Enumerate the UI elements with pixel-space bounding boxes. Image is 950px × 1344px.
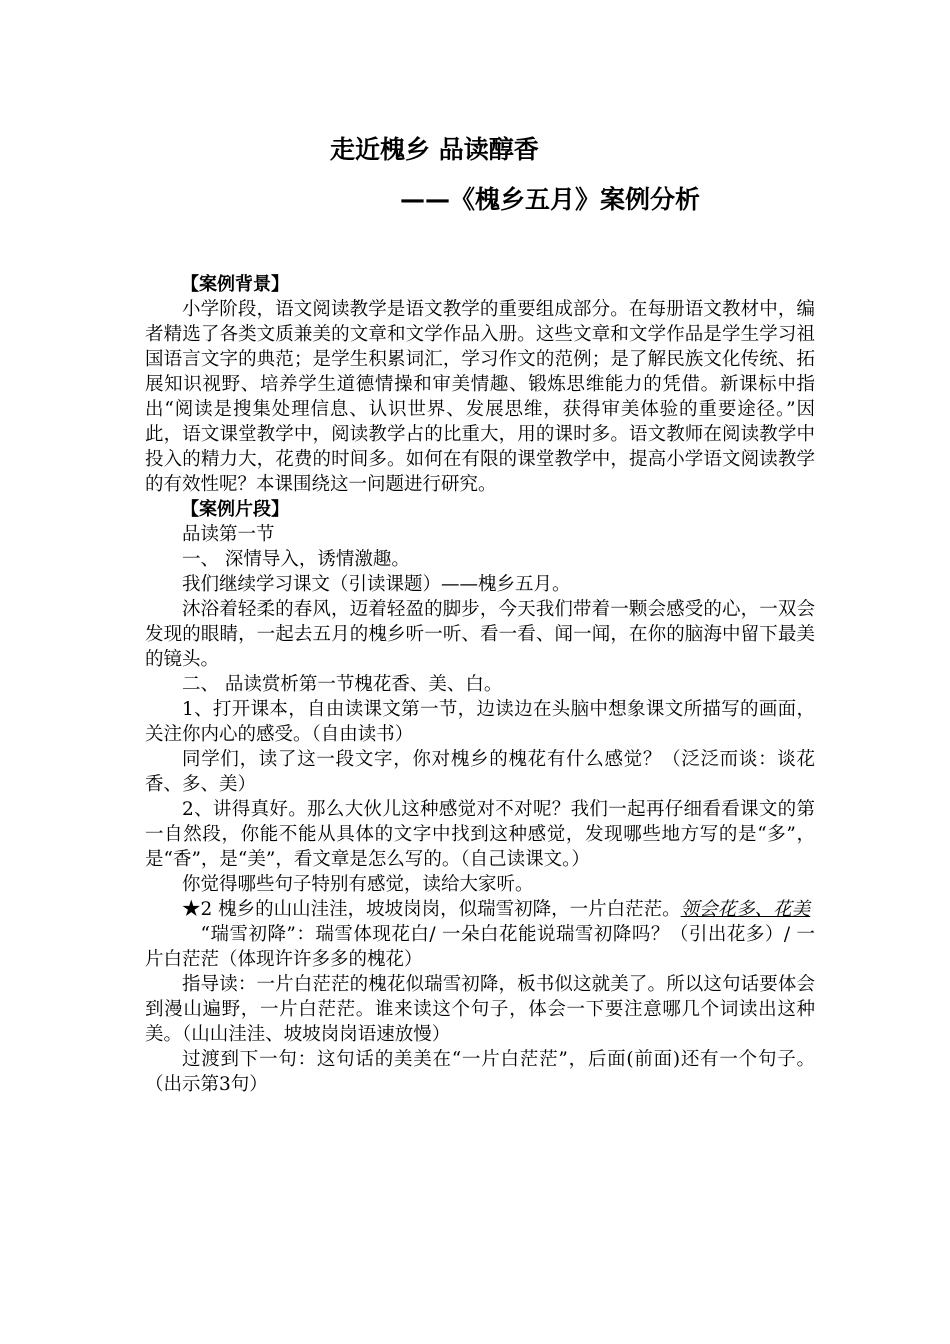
document-subtitle: ——《槐乡五月》案例分析 [400,185,701,214]
fragment-paragraph: 过渡到下一句：这句话的美美在“一片白茫茫”，后面(前面)还有一个句子。（出示第3句） [145,1049,815,1095]
fragment-paragraph: 二、 品读赏析第一节槐花香、美、白。 [182,674,503,695]
fragment-paragraph: 指导读：一片白茫茫的槐花似瑞雪初降，板书似这就美了。所以这句话要体会到漫山遍野，一片白茫茫。谁来读这个句子，体会一下要注意哪几个词读出这种美。（山山洼洼、坡坡岗岗语速放慢） [145,974,815,1045]
fragment-paragraph: 同学们，读了这一段文字，你对槐乡的槐花有什么感觉？（泛泛而谈：谈花香、多、美） [145,749,815,795]
fragment-paragraph: 品读第一节 [182,524,275,545]
section-heading-background: 【案例背景】 [181,274,289,295]
document-body [145,272,815,1097]
fragment-paragraph: 我们继续学习课文（引读课题）——槐乡五月。 [182,574,571,595]
starred-sentence: ★2 槐乡的山山洼洼，坡坡岗岗，似瑞雪初降，一片白茫茫。 [182,899,681,920]
fragment-paragraph: 1、打开课本，自由读课文第一节，边读边在头脑中想象课文所描写的画面，关注你内心的感受。（自由读书） [145,699,815,745]
fragment-paragraph: 2、讲得真好。那么大伙儿这种感觉对不对呢？我们一起再仔细看看课文的第一自然段，你能不能从具体的文字中找到这种感觉，发现哪些地方写的是“多”，是“香”，是“美”，看文章是怎么写的。（自己读课文。） [145,799,815,870]
fragment-paragraph-starred [145,897,815,922]
fragment-paragraph: 沐浴着轻柔的春风，迈着轻盈的脚步，今天我们带着一颗会感受的心，一双会发现的眼睛，一起去五月的槐乡听一听、看一看、闻一闻，在你的脑海中留下最美的镜头。 [145,599,815,670]
background-paragraph: 小学阶段，语文阅读教学是语文教学的重要组成部分。在每册语文教材中，编者精选了各类文质兼美的文章和文学作品入册。这些文章和文学作品是学生学习祖国语言文字的典范；是学生积累词汇，学习作文的范例；是了解民族文化传统、拓展知识视野、培养学生道德情操和审美情趣、锻炼思维能力的凭借。新课标中指出“阅读是搜集处理信息、认识世界、发展思维，获得审美体验的重要途径。”因此，语文课堂教学中，阅读教学占的比重大，用的课时多。语文教师在阅读教学中投入的精力大，花费的时间多。如何在有限的课堂教学中，提高小学语文阅读教学的有效性呢？本课围绕这一问题进行研究。 [145,299,815,495]
fragment-paragraph: 你觉得哪些句子特别有感觉，读给大家听。 [182,874,534,895]
handwritten-annotation: 领会花多、花美 [680,899,811,920]
fragment-paragraph: “瑞雪初降”：瑞雪体现花白/ 一朵白花能说瑞雪初降吗？（引出花多）/ 一片白茫茫（体现许许多多的槐花） [145,924,815,970]
fragment-paragraph: 一、 深情导入，诱情激趣。 [182,549,410,570]
section-heading-fragment: 【案例片段】 [181,499,289,520]
document-title: 走近槐乡 品读醇香 [330,135,539,164]
